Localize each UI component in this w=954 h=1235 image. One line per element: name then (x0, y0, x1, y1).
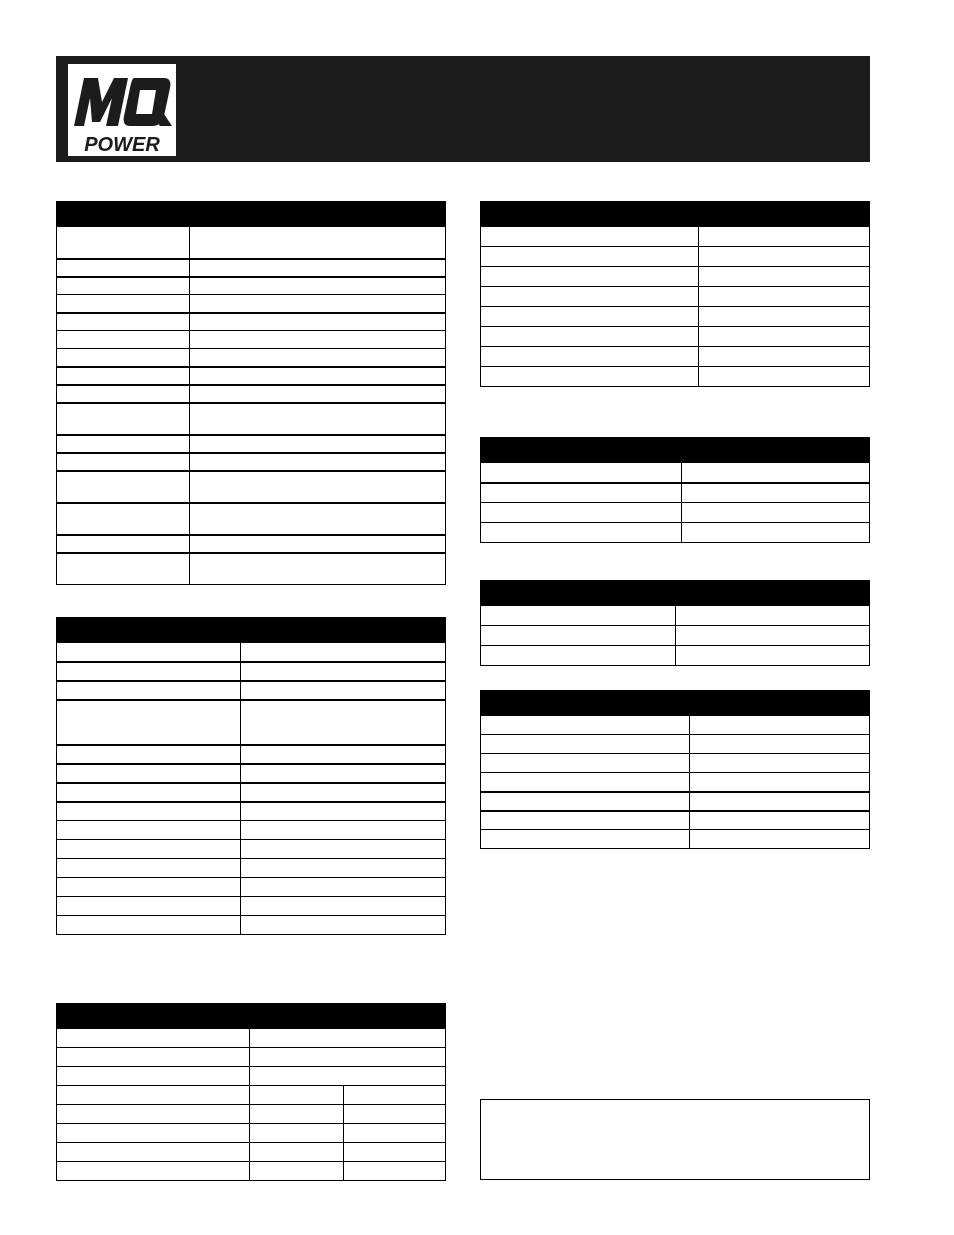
table-row (57, 1047, 445, 1066)
note-box (480, 1099, 870, 1180)
table-row (481, 772, 869, 791)
table-row (481, 625, 869, 645)
table-row (57, 434, 445, 452)
table-row (57, 330, 445, 348)
table-row (481, 829, 869, 848)
table-header-bar (57, 202, 445, 226)
table-row (57, 744, 445, 763)
mq-power-logo (68, 64, 176, 156)
spec-table-1 (56, 201, 446, 585)
table-row (481, 366, 869, 386)
table-row (57, 502, 445, 534)
table-row (57, 1142, 445, 1161)
table-row (57, 1104, 445, 1123)
table-header-bar (481, 202, 869, 226)
table-row (57, 312, 445, 330)
table-row (57, 820, 445, 839)
table-header-bar (481, 438, 869, 462)
table-header-bar (481, 581, 869, 605)
table-row (57, 534, 445, 552)
table-header-bar (57, 1004, 445, 1028)
table-row (481, 605, 869, 625)
table-row (57, 858, 445, 877)
spec-table-7 (480, 690, 870, 849)
table-row (481, 306, 869, 326)
table-row (481, 522, 869, 542)
spec-table-6 (480, 580, 870, 666)
table-row (57, 384, 445, 402)
table-row (481, 645, 869, 665)
table-row (481, 791, 869, 810)
header-banner (56, 56, 870, 162)
table-row (57, 470, 445, 502)
table-row (481, 502, 869, 522)
table-row (57, 258, 445, 276)
spec-table-2 (56, 617, 446, 935)
table-row (57, 1028, 445, 1047)
table-row (57, 402, 445, 434)
table-row (481, 734, 869, 753)
table-row (57, 763, 445, 782)
table-row (57, 839, 445, 858)
table-row (481, 326, 869, 346)
table-row (57, 642, 445, 661)
table-row (481, 286, 869, 306)
table-row (57, 276, 445, 294)
table-row (481, 810, 869, 829)
table-row (481, 266, 869, 286)
table-row (57, 699, 445, 744)
table-row (57, 782, 445, 801)
table-row (481, 482, 869, 502)
table-row (57, 1085, 445, 1104)
spec-table-5 (480, 437, 870, 543)
table-row (481, 246, 869, 266)
table-row (57, 896, 445, 915)
table-header-bar (481, 691, 869, 715)
table-row (57, 680, 445, 699)
table-row (481, 753, 869, 772)
table-row (57, 801, 445, 820)
table-row (57, 452, 445, 470)
table-row (57, 226, 445, 258)
table-header-bar (57, 618, 445, 642)
table-row (57, 1066, 445, 1085)
table-row (57, 348, 445, 366)
table-row (57, 294, 445, 312)
spec-table-4 (480, 201, 870, 387)
table-row (57, 915, 445, 934)
table-row (57, 1161, 445, 1180)
table-row (57, 366, 445, 384)
table-row (57, 552, 445, 584)
brand-bottom: POWER (84, 134, 160, 156)
table-row (481, 226, 869, 246)
table-row (57, 661, 445, 680)
table-row (481, 462, 869, 482)
table-row (481, 715, 869, 734)
table-row (57, 877, 445, 896)
table-row (481, 346, 869, 366)
spec-table-3 (56, 1003, 446, 1181)
table-row (57, 1123, 445, 1142)
